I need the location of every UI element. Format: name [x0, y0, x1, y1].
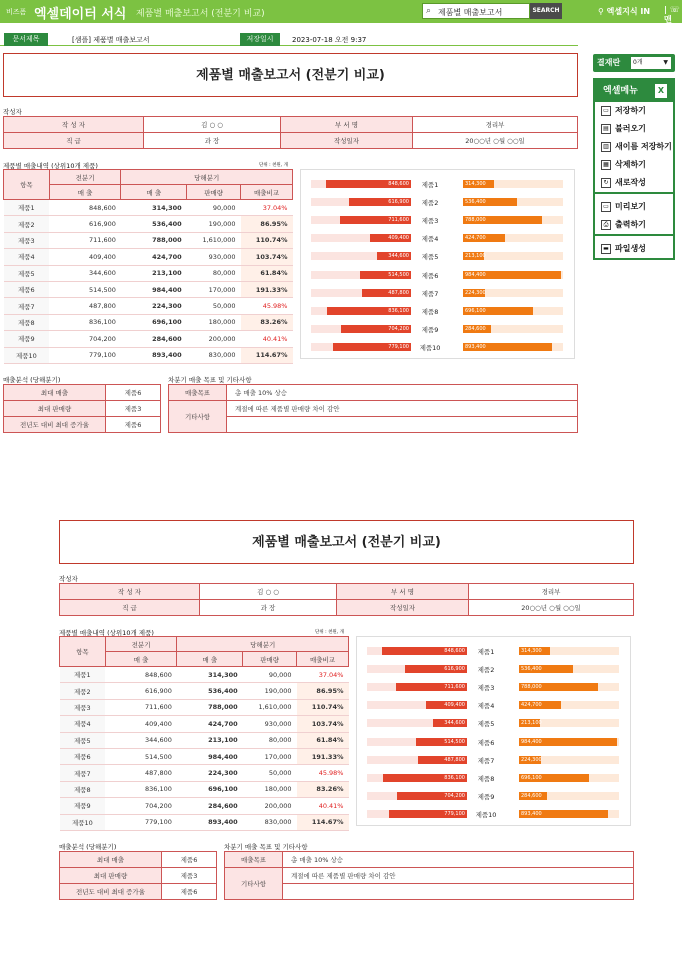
report-sheet	[3, 53, 578, 453]
product-name-cell: 제품6	[60, 748, 106, 764]
bar-prev: 409,400	[370, 234, 411, 242]
prev-sales-cell: 836,100	[105, 781, 177, 797]
qty-cell: 1,610,000	[243, 699, 297, 715]
analysis-table	[3, 384, 161, 433]
table-row	[4, 265, 293, 281]
qty-cell: 180,000	[187, 314, 241, 330]
table-row	[4, 200, 293, 216]
goal-value: 총 매출 10% 상승	[227, 385, 578, 401]
cur-sales-cell: 213,100	[121, 265, 187, 281]
cur-sales-cell: 788,000	[121, 232, 187, 248]
product-name-cell: 제품5	[60, 732, 106, 748]
next-caption: 차분기 매출 목표 및 기타사항	[224, 843, 308, 851]
user-link[interactable]: | ☏맨	[664, 5, 680, 24]
compare-cell: 45.98%	[297, 765, 349, 781]
qty-cell: 170,000	[243, 748, 297, 764]
cur-sales-cell: 893,400	[177, 814, 243, 830]
qty-cell: 190,000	[187, 216, 241, 232]
qty-cell: 90,000	[187, 200, 241, 216]
prev-sales-cell: 848,600	[105, 667, 177, 683]
max-qty-label: 최대 판매량	[60, 868, 162, 884]
date-value: 20○○년 ○월 ○○일	[413, 133, 578, 149]
doc-title-value: [샘플] 제품별 매출보고서	[72, 36, 150, 44]
bar-prev: 616,900	[405, 665, 467, 673]
sales-table	[59, 636, 349, 831]
etc-value: 계절에 따른 제품별 판매량 차이 감안	[227, 401, 578, 417]
excel-icon: X	[655, 84, 667, 98]
prev-sales-cell: 514,500	[49, 281, 121, 297]
rank-label: 직 급	[60, 600, 200, 616]
save-as-button[interactable]: ▥ 새이름 저장하기	[595, 138, 673, 156]
etc-empty[interactable]	[283, 884, 634, 900]
col-compare: 매출비교	[241, 185, 293, 200]
table-row	[60, 748, 349, 764]
cur-sales-cell: 893,400	[121, 347, 187, 363]
col-qty: 판매량	[187, 185, 241, 200]
col-qty: 판매량	[243, 652, 297, 667]
prev-sales-cell: 616,900	[105, 683, 177, 699]
prev-sales-cell: 487,800	[49, 298, 121, 314]
table-row	[60, 781, 349, 797]
compare-cell: 37.04%	[297, 667, 349, 683]
bar-cur: 984,400	[463, 271, 561, 279]
approval-select[interactable]: 0개 ▼	[631, 57, 671, 69]
search-button[interactable]: SEARCH	[530, 3, 562, 19]
prev-sales-cell: 779,100	[105, 814, 177, 830]
qty-cell: 190,000	[243, 683, 297, 699]
prev-sales-cell: 711,600	[105, 699, 177, 715]
date-label: 작성일자	[281, 133, 413, 149]
category-label: 제품6	[477, 738, 495, 747]
compare-cell: 114.67%	[241, 347, 293, 363]
bar-prev: 711,600	[396, 683, 467, 691]
prev-sales-cell: 848,600	[49, 200, 121, 216]
prev-sales-cell: 409,400	[105, 716, 177, 732]
bar-cur: 224,300	[521, 756, 542, 763]
bar-cur: 314,300	[463, 180, 494, 188]
sidebar	[593, 54, 675, 260]
category-label: 제품7	[477, 756, 495, 765]
bar-cur: 213,100	[521, 720, 542, 727]
report-sheet	[59, 520, 634, 920]
category-label: 제품4	[477, 702, 495, 711]
qty-cell: 830,000	[243, 814, 297, 830]
load-button[interactable]: ▤ 불러오기	[595, 120, 673, 138]
site-logo[interactable]: 엑셀데이터 서식	[34, 7, 127, 22]
col-cur-sales: 매 출	[177, 652, 243, 667]
load-icon: ▤	[601, 124, 611, 134]
category-label: 제품10	[475, 810, 497, 819]
product-name-cell: 제품7	[4, 298, 50, 314]
table-row	[60, 814, 349, 830]
cur-sales-cell: 536,400	[121, 216, 187, 232]
compare-cell: 40.41%	[241, 331, 293, 347]
search-icon: ⌕	[426, 6, 432, 16]
product-name-cell: 제품10	[60, 814, 106, 830]
cur-sales-cell: 984,400	[177, 748, 243, 764]
top-bar	[0, 0, 682, 23]
bar-prev: 848,600	[382, 647, 467, 655]
col-prev: 전분기	[105, 637, 177, 652]
category-label: 제품2	[421, 199, 439, 208]
sales-rows	[4, 200, 293, 364]
category-label: 제품10	[419, 343, 441, 352]
category-label: 제품5	[421, 253, 439, 262]
category-label: 제품3	[421, 217, 439, 226]
bar-cur: 893,400	[519, 810, 608, 818]
product-name-cell: 제품9	[4, 331, 50, 347]
product-name-cell: 제품4	[60, 716, 106, 732]
max-qty-value: 제품3	[162, 868, 217, 884]
bar-prev: 779,100	[333, 343, 411, 351]
bar-cur: 314,300	[519, 647, 550, 655]
rank-value: 과 장	[144, 133, 281, 149]
prev-sales-cell: 704,200	[49, 331, 121, 347]
compare-cell: 61.84%	[297, 732, 349, 748]
table-row	[4, 347, 293, 363]
qty-cell: 830,000	[187, 347, 241, 363]
writer-table	[59, 583, 634, 616]
category-label: 제품5	[477, 720, 495, 729]
date-label: 작성일자	[337, 600, 469, 616]
compare-cell: 83.26%	[297, 781, 349, 797]
category-label: 제품9	[477, 792, 495, 801]
prev-sales-cell: 711,600	[49, 232, 121, 248]
date-value: 20○○년 ○월 ○○일	[469, 600, 634, 616]
cur-sales-cell: 536,400	[177, 683, 243, 699]
table-row	[4, 249, 293, 265]
table-row	[4, 232, 293, 248]
goal-label: 매출목표	[169, 385, 227, 401]
etc-empty[interactable]	[227, 417, 578, 433]
category-label: 제품4	[421, 235, 439, 244]
table-row	[60, 667, 349, 683]
compare-cell: 45.98%	[241, 298, 293, 314]
search-box[interactable]	[422, 3, 530, 19]
category-label: 제품3	[477, 684, 495, 693]
bar-cur: 284,600	[519, 792, 547, 800]
new-button[interactable]: ↻ 새로작성	[595, 174, 673, 192]
product-name-cell: 제품7	[60, 765, 106, 781]
table-row	[60, 683, 349, 699]
category-label: 제품1	[477, 648, 495, 656]
qty-cell: 80,000	[187, 265, 241, 281]
max-sales-label: 최대 매출	[4, 385, 106, 401]
analysis-table	[59, 851, 217, 900]
biz-link[interactable]: ⚲ 엑셀지식 IN	[598, 7, 651, 16]
max-inc-value: 제품6	[106, 417, 161, 433]
qty-cell: 50,000	[187, 298, 241, 314]
preview-icon: ▭	[601, 202, 611, 212]
bar-prev: 487,800	[418, 756, 467, 764]
analysis-caption: 매출분석 (당해분기)	[3, 376, 61, 384]
goal-value: 총 매출 10% 상승	[283, 852, 634, 868]
bar-prev: 344,600	[433, 719, 467, 727]
product-name-cell: 제품8	[60, 781, 106, 797]
bar-prev: 514,500	[416, 738, 467, 746]
goal-label: 매출목표	[225, 852, 283, 868]
writer-value: 김 ○ ○	[144, 117, 281, 133]
bar-cur: 696,100	[463, 307, 533, 315]
product-name-cell: 제품2	[4, 216, 50, 232]
qty-cell: 930,000	[187, 249, 241, 265]
bar-prev: 711,600	[340, 216, 411, 224]
cur-sales-cell: 696,100	[121, 314, 187, 330]
category-label: 제품8	[477, 774, 495, 783]
max-sales-value: 제품6	[106, 385, 161, 401]
table-row	[4, 314, 293, 330]
compare-cell: 103.74%	[297, 716, 349, 732]
category-label: 제품9	[421, 325, 439, 334]
qty-cell: 80,000	[243, 732, 297, 748]
unit-label: 단위 : 천원, 개	[315, 630, 344, 635]
category-label: 제품1	[421, 181, 439, 189]
qty-cell: 180,000	[243, 781, 297, 797]
dept-value: 경리부	[413, 117, 578, 133]
product-name-cell: 제품2	[60, 683, 106, 699]
excel-menu	[593, 78, 675, 260]
qty-cell: 50,000	[243, 765, 297, 781]
bar-cur: 224,300	[465, 289, 486, 296]
etc-label: 기타사항	[169, 401, 227, 433]
writer-caption: 작성자	[59, 575, 78, 583]
new-icon: ↻	[601, 178, 611, 188]
bar-cur: 984,400	[519, 738, 617, 746]
save-date-label: 저장일시	[240, 33, 280, 46]
table-row	[60, 798, 349, 814]
qty-cell: 90,000	[243, 667, 297, 683]
qty-cell: 200,000	[187, 331, 241, 347]
writer-table	[3, 116, 578, 149]
table-row	[4, 281, 293, 297]
col-cur: 당해분기	[177, 637, 349, 652]
compare-cell: 83.26%	[241, 314, 293, 330]
qty-cell: 200,000	[243, 798, 297, 814]
compare-cell: 191.33%	[241, 281, 293, 297]
approval-bar: 결재란 0개 ▼	[593, 54, 675, 72]
prev-sales-cell: 704,200	[105, 798, 177, 814]
bar-cur: 424,700	[519, 701, 561, 709]
compare-cell: 110.74%	[297, 699, 349, 715]
search-input[interactable]: 제품별 매출보고서	[438, 8, 503, 17]
category-label: 제품7	[421, 289, 439, 298]
writer-value: 김 ○ ○	[200, 584, 337, 600]
dropdown-icon: ▼	[663, 59, 668, 66]
sales-chart	[356, 636, 631, 826]
compare-cell: 37.04%	[241, 200, 293, 216]
product-name-cell: 제품1	[4, 200, 50, 216]
prev-sales-cell: 779,100	[49, 347, 121, 363]
goal-table	[168, 384, 578, 433]
cur-sales-cell: 224,300	[177, 765, 243, 781]
bar-prev: 514,500	[360, 271, 411, 279]
sales-caption: 제품별 매출내역 (상위10개 제품)	[59, 629, 154, 637]
qty-cell: 1,610,000	[187, 232, 241, 248]
etc-value: 계절에 따른 제품별 판매량 차이 감안	[283, 868, 634, 884]
print-button[interactable]: ⎙ 출력하기	[595, 216, 673, 234]
col-prev-sales: 매 출	[49, 185, 121, 200]
cur-sales-cell: 284,600	[121, 331, 187, 347]
bar-prev: 836,100	[327, 307, 411, 315]
rank-label: 직 급	[4, 133, 144, 149]
max-inc-value: 제품6	[162, 884, 217, 900]
prev-sales-cell: 344,600	[49, 265, 121, 281]
bar-prev: 616,900	[349, 198, 411, 206]
print-icon: ⎙	[601, 220, 611, 230]
compare-cell: 191.33%	[297, 748, 349, 764]
menu-title: 엑셀메뉴 X	[595, 80, 673, 102]
document-title: 제품별 매출보고서 (전분기 비교)	[136, 9, 265, 19]
info-bar	[0, 32, 578, 46]
bar-cur: 536,400	[519, 665, 573, 673]
compare-cell: 40.41%	[297, 798, 349, 814]
save-icon: ▭	[601, 106, 611, 116]
pin-icon: ⚲	[598, 7, 607, 16]
bar-cur: 536,400	[463, 198, 517, 206]
report-title: 제품별 매출보고서 (전분기 비교)	[59, 520, 634, 564]
delete-button[interactable]: ▦ 삭제하기	[595, 156, 673, 174]
cur-sales-cell: 424,700	[177, 716, 243, 732]
product-name-cell: 제품3	[4, 232, 50, 248]
col-cur-sales: 매 출	[121, 185, 187, 200]
save-as-icon: ▥	[601, 142, 611, 152]
max-sales-value: 제품6	[162, 852, 217, 868]
compare-cell: 114.67%	[297, 814, 349, 830]
bar-cur: 284,600	[463, 325, 491, 333]
bar-prev: 836,100	[383, 774, 467, 782]
cur-sales-cell: 696,100	[177, 781, 243, 797]
category-label: 제품8	[421, 307, 439, 316]
table-row	[60, 716, 349, 732]
prev-sales-cell: 616,900	[49, 216, 121, 232]
sales-table	[3, 169, 293, 364]
bar-prev: 344,600	[377, 252, 411, 260]
bar-prev: 704,200	[397, 792, 467, 800]
prev-sales-cell: 487,800	[105, 765, 177, 781]
cur-sales-cell: 314,300	[121, 200, 187, 216]
cur-sales-cell: 213,100	[177, 732, 243, 748]
table-row	[60, 765, 349, 781]
product-name-cell: 제품10	[4, 347, 50, 363]
bar-prev: 409,400	[426, 701, 467, 709]
brand-label: 비즈폼	[6, 8, 27, 16]
prev-sales-cell: 344,600	[105, 732, 177, 748]
max-qty-label: 최대 판매량	[4, 401, 106, 417]
col-item: 항목	[4, 170, 50, 200]
prev-sales-cell: 409,400	[49, 249, 121, 265]
goal-table	[224, 851, 634, 900]
max-qty-value: 제품3	[106, 401, 161, 417]
bar-prev: 704,200	[341, 325, 411, 333]
cur-sales-cell: 284,600	[177, 798, 243, 814]
max-sales-label: 최대 매출	[60, 852, 162, 868]
compare-cell: 103.74%	[241, 249, 293, 265]
prev-sales-cell: 514,500	[105, 748, 177, 764]
col-item: 항목	[60, 637, 106, 667]
dept-label: 부 서 명	[281, 117, 413, 133]
trash-icon: ▦	[601, 160, 611, 170]
product-name-cell: 제품4	[4, 249, 50, 265]
etc-label: 기타사항	[225, 868, 283, 900]
dept-label: 부 서 명	[337, 584, 469, 600]
doc-title-label: 문서제목	[4, 33, 48, 46]
rank-value: 과 장	[200, 600, 337, 616]
prev-sales-cell: 836,100	[49, 314, 121, 330]
cur-sales-cell: 984,400	[121, 281, 187, 297]
writer-label: 작 성 자	[4, 117, 144, 133]
preview-button[interactable]: ▭ 미리보기	[595, 198, 673, 216]
cur-sales-cell: 788,000	[177, 699, 243, 715]
compare-cell: 110.74%	[241, 232, 293, 248]
folder-icon: ▬	[601, 244, 611, 254]
category-label: 제품2	[477, 666, 495, 675]
table-row	[4, 298, 293, 314]
bar-cur: 893,400	[463, 343, 552, 351]
bar-cur: 788,000	[519, 683, 598, 691]
next-caption: 차분기 매출 목표 및 기타사항	[168, 376, 252, 384]
table-row	[60, 732, 349, 748]
unit-label: 단위 : 천원, 개	[259, 163, 288, 168]
save-button[interactable]: ▭ 저장하기	[595, 102, 673, 120]
category-label: 제품6	[421, 271, 439, 280]
create-file-button[interactable]: ▬ 파일생성	[595, 240, 673, 258]
cur-sales-cell: 424,700	[121, 249, 187, 265]
analysis-caption: 매출분석 (당해분기)	[59, 843, 117, 851]
writer-caption: 작성자	[3, 108, 22, 116]
bar-prev: 779,100	[389, 810, 467, 818]
save-date-value: 2023-07-18 오전 9:37	[292, 36, 367, 44]
product-name-cell: 제품6	[4, 281, 50, 297]
product-name-cell: 제품9	[60, 798, 106, 814]
phone-icon: | ☏	[664, 5, 680, 14]
col-cur: 당해분기	[121, 170, 293, 185]
sales-caption: 제품별 매출내역 (상위10개 제품)	[3, 162, 98, 170]
col-prev: 전분기	[49, 170, 121, 185]
bar-cur: 424,700	[463, 234, 505, 242]
product-name-cell: 제품5	[4, 265, 50, 281]
bar-cur: 213,100	[465, 253, 486, 260]
product-name-cell: 제품1	[60, 667, 106, 683]
report-title: 제품별 매출보고서 (전분기 비교)	[3, 53, 578, 97]
bar-cur: 788,000	[463, 216, 542, 224]
table-row	[60, 699, 349, 715]
col-compare: 매출비교	[297, 652, 349, 667]
bar-prev: 848,600	[326, 180, 411, 188]
max-inc-label: 전년도 대비 최대 증가율	[4, 417, 106, 433]
compare-cell: 86.95%	[241, 216, 293, 232]
dept-value: 경리부	[469, 584, 634, 600]
sales-rows	[60, 667, 349, 831]
max-inc-label: 전년도 대비 최대 증가율	[60, 884, 162, 900]
compare-cell: 86.95%	[297, 683, 349, 699]
cur-sales-cell: 224,300	[121, 298, 187, 314]
bar-prev: 487,800	[362, 289, 411, 297]
sales-chart	[300, 169, 575, 359]
table-row	[4, 331, 293, 347]
product-name-cell: 제품3	[60, 699, 106, 715]
qty-cell: 930,000	[243, 716, 297, 732]
col-prev-sales: 매 출	[105, 652, 177, 667]
cur-sales-cell: 314,300	[177, 667, 243, 683]
qty-cell: 170,000	[187, 281, 241, 297]
compare-cell: 61.84%	[241, 265, 293, 281]
table-row	[4, 216, 293, 232]
writer-label: 작 성 자	[60, 584, 200, 600]
bar-cur: 696,100	[519, 774, 589, 782]
product-name-cell: 제품8	[4, 314, 50, 330]
